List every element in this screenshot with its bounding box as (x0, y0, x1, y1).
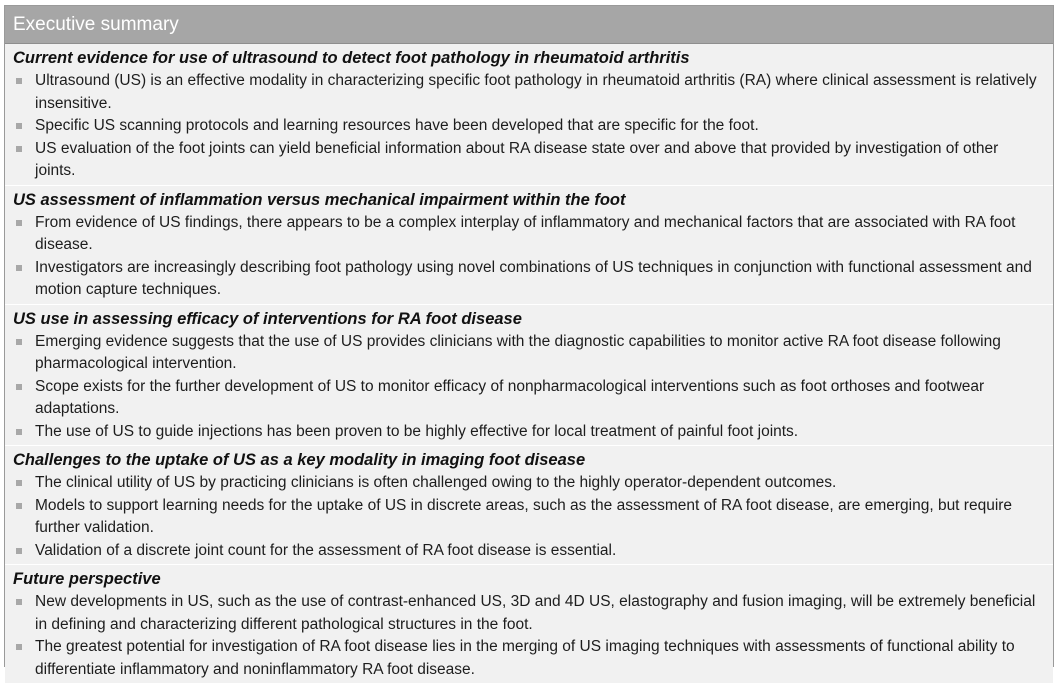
list-item-text: New developments in US, such as the use of contrast-enhanced US, 3D and 4D US, elastography and fusion imaging, will be extremely beneficial in defining and characterizing different pathological structures in the foot. (35, 593, 1036, 633)
summary-section (5, 565, 1053, 683)
section-heading: Current evidence for use of ultrasound to detect foot pathology in rheumatoid arthritis (13, 49, 690, 67)
section-heading: US use in assessing efficacy of interventions for RA foot disease (13, 309, 522, 328)
list-item-text: The greatest potential for investigation of RA foot disease lies in the merging of US imaging techniques with assessments of functional ability to differentiate inflammatory and noninflammatory RA foot disease. (35, 638, 1015, 678)
section-heading: Challenges to the uptake of US as a key modality in imaging foot disease (13, 451, 586, 469)
bullet-list (13, 591, 1043, 681)
list-item (13, 591, 1043, 636)
section-heading: US assessment of inflammation versus mechanical impairment within the foot (13, 190, 626, 209)
bullet-list (13, 472, 1043, 562)
list-item-text: The clinical utility of US by practicing clinicians is often challenged owing to the highly operator-dependent outcomes. (35, 474, 837, 491)
list-item-text: Specific US scanning protocols and learning resources have been developed that are specific for the foot. (35, 117, 759, 134)
bullet-list (13, 212, 1043, 302)
square-bullet-icon (16, 339, 22, 345)
list-item (13, 115, 1043, 138)
bullet-list (13, 331, 1043, 444)
list-item-text: The use of US to guide injections has been proven to be highly effective for local treatment of painful foot joints. (35, 422, 799, 440)
square-bullet-icon (16, 78, 22, 84)
square-bullet-icon (16, 265, 22, 271)
list-item (13, 495, 1043, 540)
square-bullet-icon (16, 146, 22, 152)
square-bullet-icon (16, 220, 22, 226)
list-item-text: Scope exists for the further development of US to monitor efficacy of nonpharmacological interventions such as foot orthoses and footwear adaptations. (35, 377, 985, 417)
summary-section (5, 305, 1053, 447)
square-bullet-icon (16, 644, 22, 650)
list-item (13, 257, 1043, 302)
box-title: Executive summary (5, 6, 1053, 44)
square-bullet-icon (16, 599, 22, 605)
square-bullet-icon (16, 429, 22, 435)
list-item-text: US evaluation of the foot joints can yield beneficial information about RA disease state over and above that provided by investigation of other joints. (35, 139, 999, 179)
square-bullet-icon (16, 480, 22, 486)
list-item (13, 70, 1043, 115)
list-item (13, 376, 1043, 421)
square-bullet-icon (16, 384, 22, 390)
square-bullet-icon (16, 503, 22, 509)
summary-section (5, 186, 1053, 305)
list-item-text: Ultrasound (US) is an effective modality in characterizing specific foot pathology in rheumatoid arthritis (RA) where clinical assessment is relatively insensitive. (35, 72, 1037, 112)
list-item (13, 138, 1043, 183)
list-item-text: Investigators are increasingly describing foot pathology using novel combinations of US techniques in conjunction with functional assessment and motion capture techniques. (35, 258, 1032, 298)
summary-section (5, 446, 1053, 565)
list-item (13, 212, 1043, 257)
section-heading: Future perspective (13, 570, 161, 588)
list-item (13, 472, 1043, 495)
executive-summary-box (4, 5, 1054, 678)
list-item-text: From evidence of US findings, there appears to be a complex interplay of inflammatory and mechanical factors that are associated with RA foot disease. (35, 213, 1016, 253)
summary-section (5, 44, 1053, 186)
square-bullet-icon (16, 123, 22, 129)
list-item-text: Emerging evidence suggests that the use of US provides clinicians with the diagnostic capabilities to monitor active RA foot disease following pharmacological intervention. (35, 332, 1001, 372)
square-bullet-icon (16, 548, 22, 554)
list-item-text: Validation of a discrete joint count for the assessment of RA foot disease is essential. (35, 541, 617, 559)
list-item (13, 540, 1043, 563)
list-item (13, 421, 1043, 444)
bullet-list (13, 70, 1043, 183)
list-item (13, 636, 1043, 681)
list-item-text: Models to support learning needs for the uptake of US in discrete areas, such as the assessment of RA foot disease, are emerging, but require further validation. (35, 496, 1013, 536)
list-item (13, 331, 1043, 376)
